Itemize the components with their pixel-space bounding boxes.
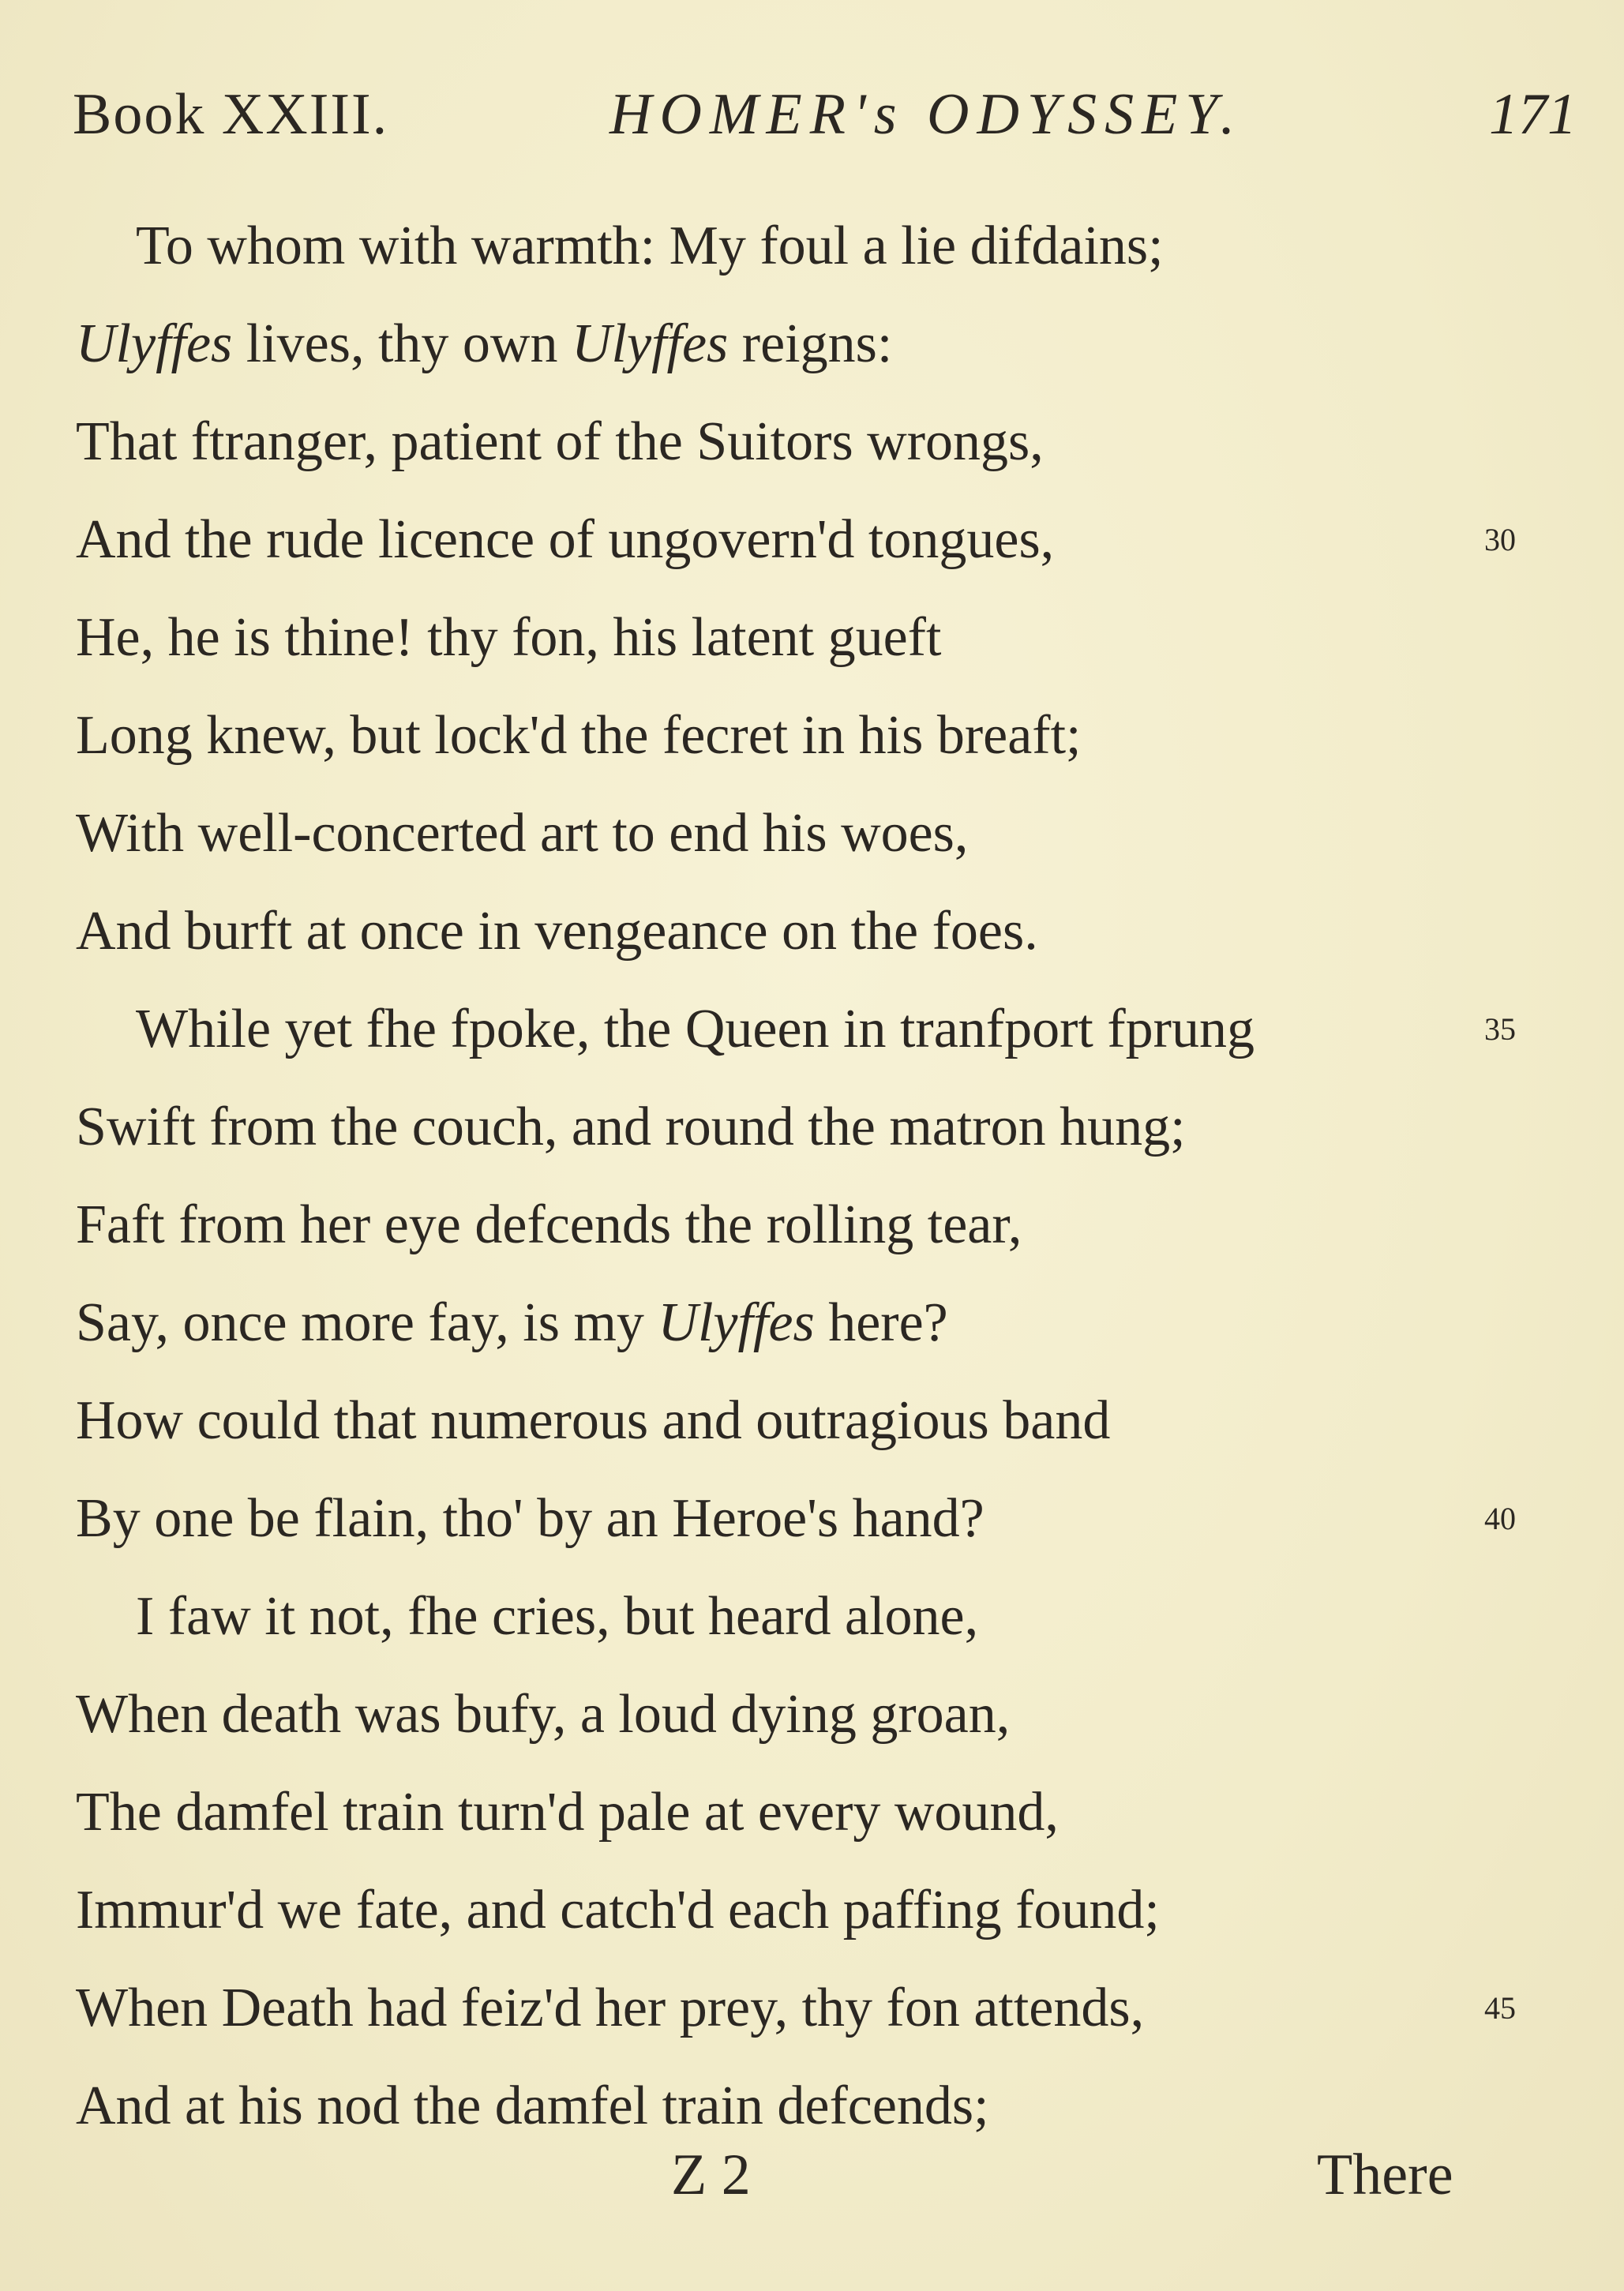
verse-line	[0, 1274, 1624, 1372]
verse-text: Long knew, but lock'd the fecret in his breaft;	[76, 705, 1082, 766]
verse-text: I faw it not, fhe cries, but heard alone,	[136, 1586, 979, 1647]
verse-line	[0, 1764, 1624, 1862]
verse-line	[0, 491, 1624, 589]
verse-text: Faft from her eye defcends the rolling tear,	[76, 1194, 1022, 1255]
verse-text: And at his nod the damfel train defcends;	[76, 2075, 989, 2136]
verse-line	[0, 1176, 1624, 1274]
verse-line	[0, 785, 1624, 883]
verse-fragment: lives, thy own	[232, 313, 572, 374]
verse-line	[0, 1666, 1624, 1764]
verse-fragment: here?	[814, 1292, 948, 1353]
verse-line	[0, 1470, 1624, 1568]
verse-text: And burft at once in vengeance on the foes.	[76, 901, 1038, 962]
verse-text: The damfel train turn'd pale at every wound,	[76, 1782, 1059, 1843]
line-number: 40	[1484, 1501, 1516, 1536]
catchword: There	[1317, 2143, 1453, 2207]
verse-line	[0, 1862, 1624, 1959]
verse-line	[0, 1959, 1624, 2057]
verse-text: Immur'd we fate, and catch'd each paffing found;	[76, 1880, 1160, 1940]
line-number: 35	[1484, 1011, 1516, 1047]
line-number: 45	[1484, 1990, 1516, 2026]
verse-text: Swift from the couch, and round the matron hung;	[76, 1097, 1186, 1157]
italic-name: Ulyffes	[658, 1292, 815, 1353]
verse-line	[0, 393, 1624, 491]
verse-text: When Death had feiz'd her prey, thy fon attends,	[76, 1978, 1145, 2038]
verse-line	[0, 981, 1624, 1078]
verse-text: By one be flain, tho' by an Heroe's hand?	[76, 1488, 985, 1549]
verse-line	[0, 589, 1624, 687]
line-number: 30	[1484, 522, 1516, 557]
verse-text: That ftranger, patient of the Suitors wrongs,	[76, 411, 1044, 472]
verse-fragment: reigns:	[728, 313, 893, 374]
verse-fragment: Say, once more fay, is my	[76, 1292, 658, 1353]
italic-name: Ulyffes	[76, 313, 233, 374]
running-header	[73, 79, 1577, 150]
verse-line	[0, 1568, 1624, 1666]
work-title: HOMER's ODYSSEY.	[609, 82, 1243, 147]
verse-text: When death was bufy, a loud dying groan,	[76, 1684, 1011, 1745]
verse-text: And the rude licence of ungovern'd tongues,	[76, 509, 1055, 570]
verse-lines	[0, 197, 1624, 2155]
book-label: Book XXIII.	[73, 82, 389, 147]
verse-text: With well-concerted art to end his woes,	[76, 803, 969, 864]
page-number: 171	[1489, 82, 1577, 147]
verse-text: While yet fhe fpoke, the Queen in tranfport fprung	[136, 999, 1255, 1059]
verse-line	[0, 197, 1624, 295]
verse-line	[0, 1372, 1624, 1470]
italic-name: Ulyffes	[572, 313, 729, 374]
verse-text	[76, 1274, 948, 1372]
verse-line	[0, 295, 1624, 393]
verse-text: How could that numerous and outragious band	[76, 1390, 1111, 1451]
signature-mark: Z 2	[671, 2143, 751, 2207]
page-footer	[0, 2132, 1624, 2218]
verse-text: To whom with warmth: My foul a lie difdains;	[136, 216, 1164, 276]
verse-line	[0, 687, 1624, 785]
verse-line	[0, 883, 1624, 981]
verse-text	[76, 295, 892, 393]
verse-line	[0, 1078, 1624, 1176]
verse-text: He, he is thine! thy fon, his latent gueft	[76, 607, 942, 668]
